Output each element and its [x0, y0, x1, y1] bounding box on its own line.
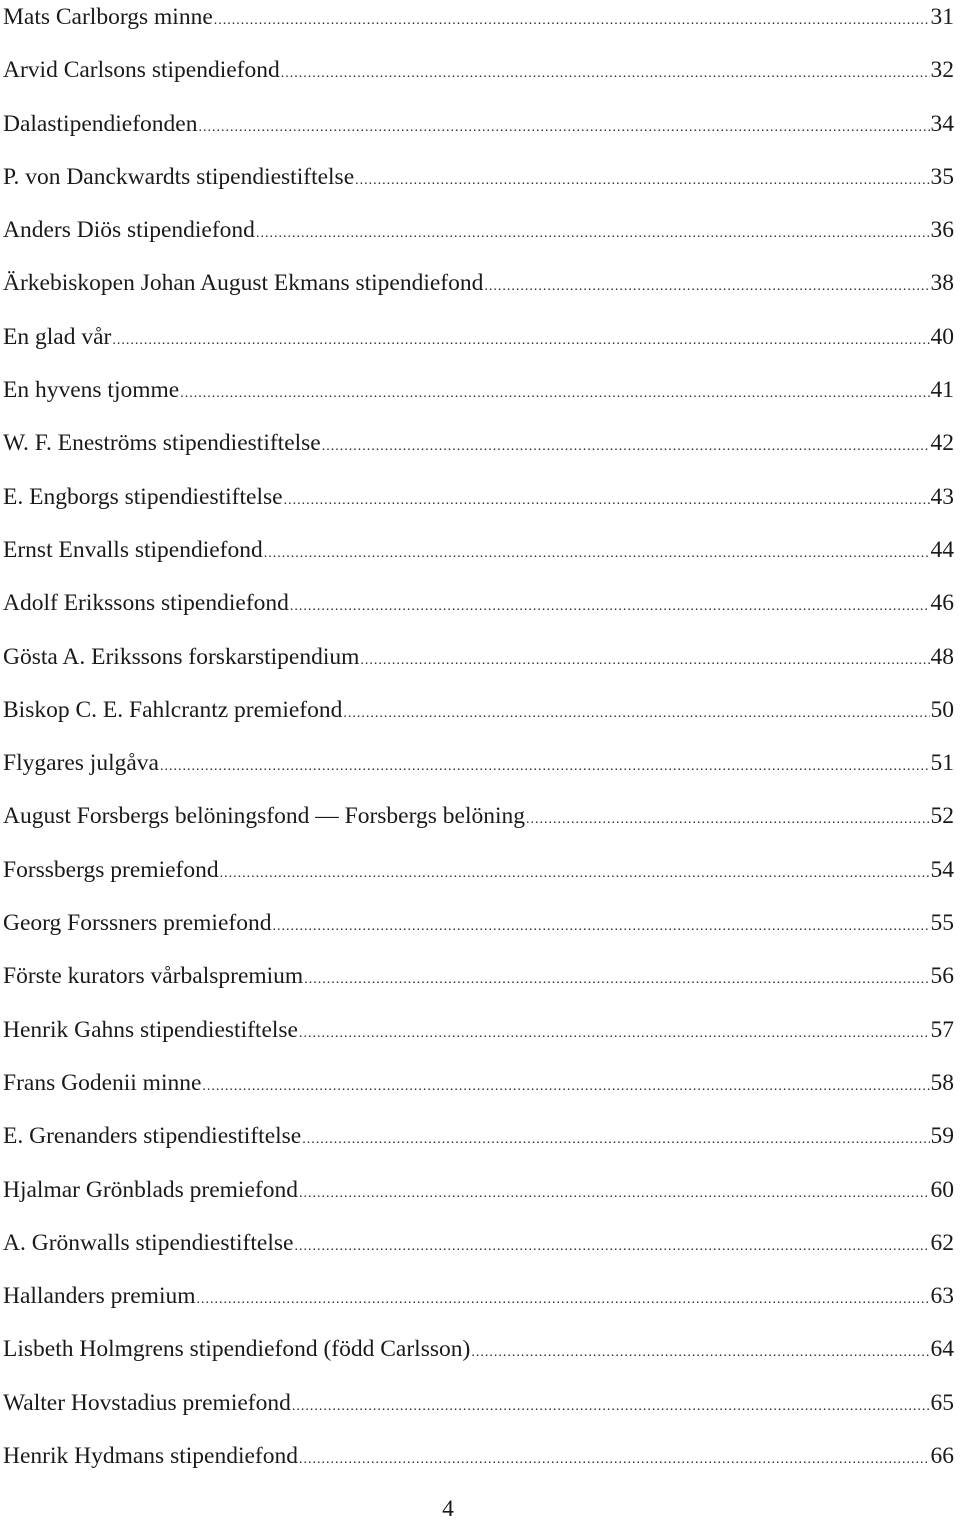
- toc-entry-page: 46: [930, 590, 954, 617]
- toc-entry-page: 38: [930, 270, 954, 297]
- toc-entry-title: Hjalmar Grönblads premiefond: [3, 1176, 298, 1203]
- toc-entry-page: 51: [930, 750, 954, 777]
- toc-entry-title: En glad vår: [3, 323, 112, 350]
- toc-entry: [3, 855, 954, 908]
- toc-dot-leader: [299, 1179, 930, 1209]
- toc-entry-title: Walter Hovstadius premiefond: [3, 1389, 291, 1416]
- toc-entry: [3, 801, 954, 854]
- toc-entry: [3, 375, 954, 428]
- toc-dot-leader: [302, 1125, 929, 1155]
- table-of-contents: [3, 0, 954, 1494]
- toc-entry-page: 65: [930, 1389, 954, 1416]
- toc-dot-leader: [360, 646, 929, 676]
- toc-entry-title: A. Grönwalls stipendiestiftelse: [3, 1229, 294, 1256]
- toc-dot-leader: [322, 432, 930, 462]
- toc-dot-leader: [304, 965, 929, 995]
- toc-dot-leader: [290, 592, 930, 622]
- toc-dot-leader: [294, 1232, 929, 1262]
- toc-entry-title: Forssbergs premiefond: [3, 856, 219, 883]
- toc-entry-title: August Forsbergs belöningsfond — Forsbergs belöning: [3, 803, 526, 830]
- toc-dot-leader: [526, 805, 929, 835]
- toc-entry-title: E. Grenanders stipendiestiftelse: [3, 1123, 302, 1150]
- toc-dot-leader: [355, 166, 929, 196]
- toc-dot-leader: [202, 1072, 929, 1102]
- toc-dot-leader: [180, 379, 929, 409]
- toc-entry: [3, 162, 954, 215]
- toc-entry-title: Flygares julgåva: [3, 750, 159, 777]
- toc-entry-title: Dalastipendiefonden: [3, 110, 198, 137]
- toc-dot-leader: [256, 219, 930, 249]
- toc-dot-leader: [220, 859, 930, 889]
- toc-entry-title: Biskop C. E. Fahlcrantz premiefond: [3, 696, 343, 723]
- toc-dot-leader: [299, 1019, 930, 1049]
- toc-entry-title: Henrik Hydmans stipendiefond: [3, 1443, 299, 1470]
- toc-entry-title: Lisbeth Holmgrens stipendiefond (född Carlsson): [3, 1336, 471, 1363]
- toc-entry-page: 54: [930, 856, 954, 883]
- toc-entry-title: Adolf Erikssons stipendiefond: [3, 590, 289, 617]
- toc-entry-title: Arvid Carlsons stipendiefond: [3, 57, 280, 84]
- toc-entry-title: Georg Forssners premiefond: [3, 910, 272, 937]
- toc-entry: [3, 1068, 954, 1121]
- toc-entry: [3, 322, 954, 375]
- toc-entry: [3, 55, 954, 108]
- toc-entry: [3, 109, 954, 162]
- toc-dot-leader: [198, 113, 929, 143]
- toc-entry-page: 58: [930, 1069, 954, 1096]
- toc-entry-title: Ärkebiskopen Johan August Ekmans stipendiefond: [3, 270, 484, 297]
- toc-dot-leader: [160, 752, 930, 782]
- toc-entry: [3, 1175, 954, 1228]
- toc-entry: [3, 1334, 954, 1387]
- toc-entry: [3, 642, 954, 695]
- toc-entry: [3, 2, 954, 55]
- toc-entry-page: 35: [930, 163, 954, 190]
- toc-entry: [3, 1121, 954, 1174]
- toc-entry-page: 36: [930, 217, 954, 244]
- toc-entry-title: P. von Danckwardts stipendiestiftelse: [3, 163, 355, 190]
- toc-entry-page: 57: [930, 1016, 954, 1043]
- toc-dot-leader: [471, 1338, 929, 1368]
- toc-entry-title: En hyvens tjomme: [3, 377, 180, 404]
- toc-entry-page: 44: [930, 536, 954, 563]
- toc-dot-leader: [292, 1392, 930, 1422]
- toc-entry-page: 56: [930, 963, 954, 990]
- toc-entry: [3, 1015, 954, 1068]
- page-number: 4: [442, 1496, 454, 1522]
- toc-entry: [3, 1228, 954, 1281]
- toc-entry-page: 59: [930, 1123, 954, 1150]
- toc-dot-leader: [272, 912, 929, 942]
- toc-dot-leader: [112, 326, 929, 356]
- toc-entry-title: Anders Diös stipendiefond: [3, 217, 255, 244]
- toc-entry-title: Frans Godenii minne: [3, 1069, 202, 1096]
- toc-dot-leader: [281, 59, 930, 89]
- toc-entry: [3, 588, 954, 641]
- toc-entry: [3, 908, 954, 961]
- toc-entry: [3, 1388, 954, 1441]
- toc-entry: [3, 215, 954, 268]
- toc-entry-page: 62: [930, 1229, 954, 1256]
- toc-entry-title: Henrik Gahns stipendiestiftelse: [3, 1016, 298, 1043]
- toc-entry-page: 42: [930, 430, 954, 457]
- toc-entry-page: 41: [930, 377, 954, 404]
- toc-entry-page: 40: [930, 323, 954, 350]
- toc-entry-title: E. Engborgs stipendiestiftelse: [3, 483, 283, 510]
- toc-entry-page: 66: [930, 1443, 954, 1470]
- toc-entry: [3, 428, 954, 481]
- toc-entry-page: 52: [930, 803, 954, 830]
- toc-entry: [3, 961, 954, 1014]
- toc-entry-page: 34: [930, 110, 954, 137]
- toc-entry: [3, 695, 954, 748]
- toc-entry: [3, 1441, 954, 1494]
- toc-entry: [3, 268, 954, 321]
- toc-entry-title: Förste kurators vårbalspremium: [3, 963, 304, 990]
- toc-entry-page: 63: [930, 1283, 954, 1310]
- toc-entry-title: Mats Carlborgs minne: [3, 4, 213, 30]
- toc-entry-page: 50: [930, 696, 954, 723]
- toc-dot-leader: [214, 6, 930, 36]
- toc-entry-page: 32: [930, 57, 954, 84]
- toc-entry-title: Ernst Envalls stipendiefond: [3, 536, 263, 563]
- toc-entry: [3, 535, 954, 588]
- toc-entry-page: 55: [930, 910, 954, 937]
- toc-dot-leader: [197, 1285, 930, 1315]
- toc-entry-page: 60: [930, 1176, 954, 1203]
- toc-entry-page: 43: [930, 483, 954, 510]
- toc-entry-page: 31: [930, 4, 954, 30]
- toc-entry: [3, 1281, 954, 1334]
- toc-dot-leader: [284, 486, 930, 516]
- toc-entry-title: W. F. Eneströms stipendiestiftelse: [3, 430, 321, 457]
- toc-entry-title: Hallanders premium: [3, 1283, 196, 1310]
- toc-entry: [3, 748, 954, 801]
- toc-entry-title: Gösta A. Erikssons forskarstipendium: [3, 643, 360, 670]
- toc-entry: [3, 482, 954, 535]
- toc-entry-page: 48: [930, 643, 954, 670]
- toc-dot-leader: [299, 1445, 929, 1475]
- toc-dot-leader: [484, 272, 929, 302]
- toc-dot-leader: [264, 539, 930, 569]
- toc-entry-page: 64: [930, 1336, 954, 1363]
- toc-dot-leader: [343, 699, 929, 729]
